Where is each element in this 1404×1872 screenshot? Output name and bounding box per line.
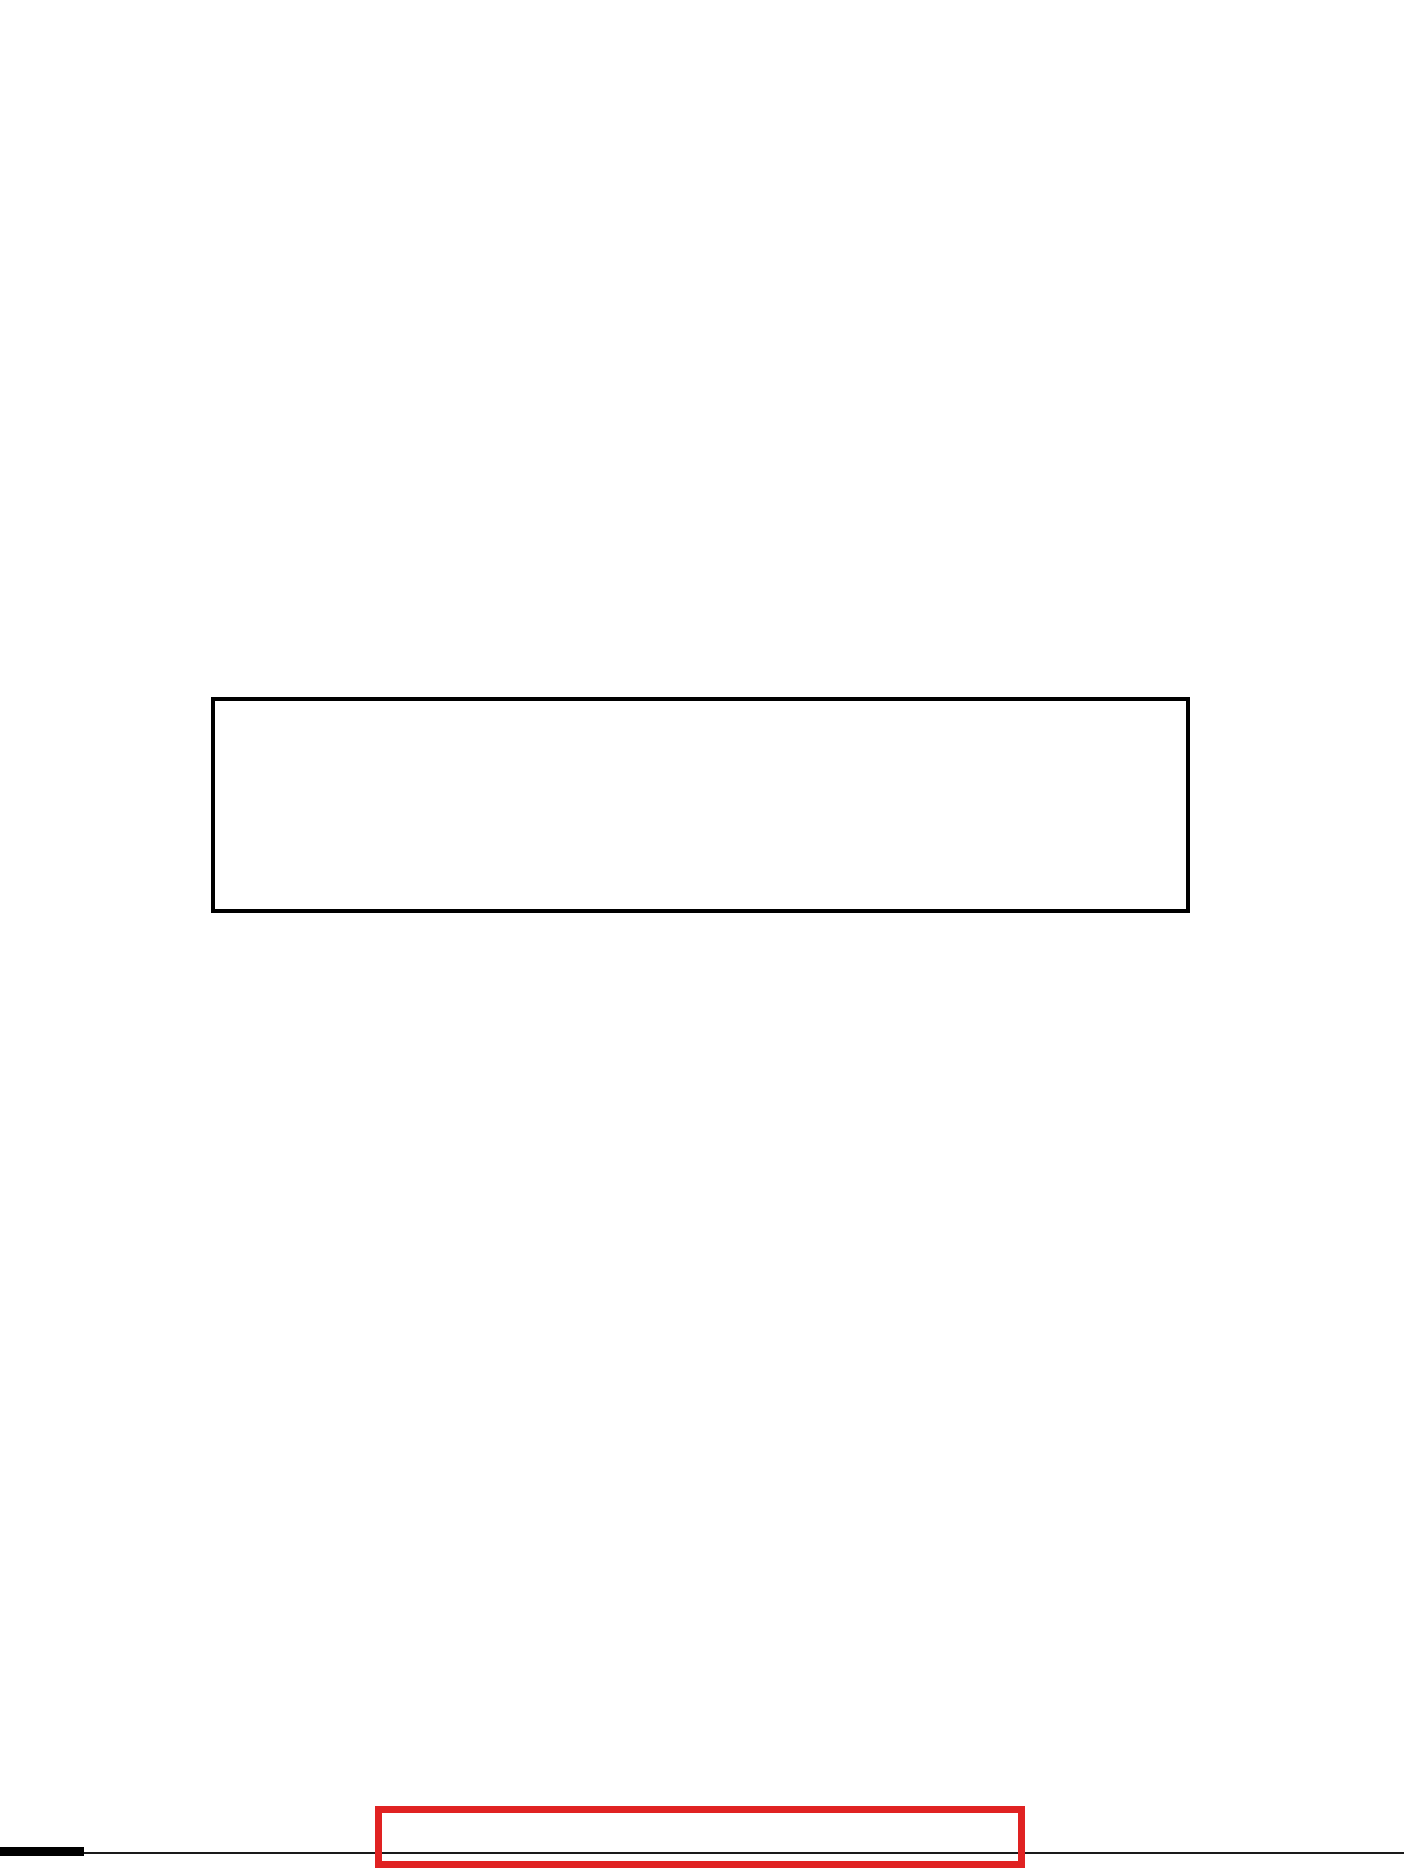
font-notification-dialog[interactable] (211, 697, 1190, 913)
annotation-highlight-box (375, 1806, 1025, 1868)
chapter-progress-bar (0, 1847, 84, 1856)
